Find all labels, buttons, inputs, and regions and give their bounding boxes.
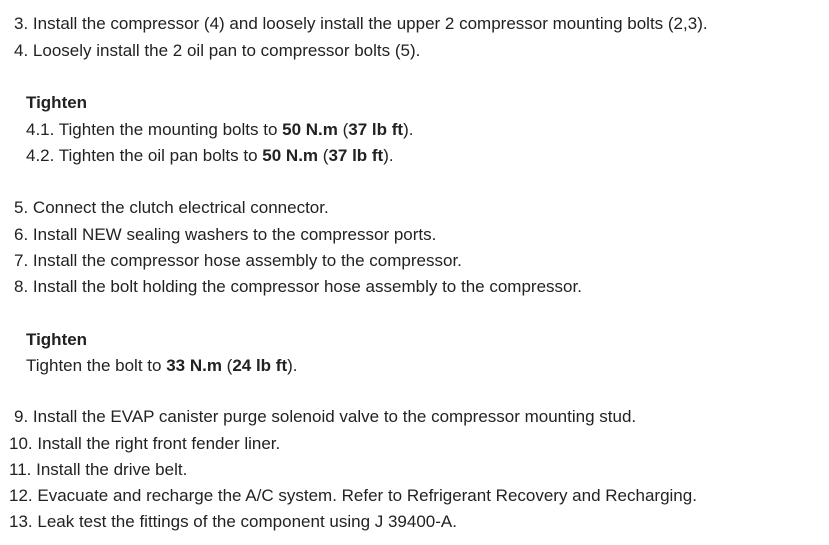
- torque-lbft: 24 lb ft: [232, 356, 288, 375]
- spec-end: ).: [383, 146, 394, 165]
- step-text: Install the drive belt.: [36, 460, 188, 479]
- tighten-heading: Tighten: [26, 330, 88, 349]
- spec-number: 4.1.: [26, 120, 55, 139]
- step-3: [14, 13, 708, 35]
- step-10: [9, 433, 280, 455]
- step-number: 3.: [14, 14, 29, 33]
- step-text: Install the compressor (4) and loosely install the upper 2 compressor mounting bolts (2,3).: [32, 14, 708, 33]
- torque-spec-4-2: [26, 145, 394, 167]
- step-12: [9, 485, 697, 507]
- torque-lbft: 37 lb ft: [348, 120, 404, 139]
- torque-nm: 50 N.m: [262, 146, 319, 165]
- step-text: Install NEW sealing washers to the compressor ports.: [32, 225, 437, 244]
- torque-lbft: 37 lb ft: [328, 146, 384, 165]
- step-number: 12.: [9, 486, 33, 505]
- step-7: [14, 250, 462, 272]
- step-8: [14, 276, 582, 298]
- step-number: 5.: [14, 198, 29, 217]
- step-13: [9, 511, 457, 533]
- step-number: 13.: [9, 512, 33, 531]
- step-text: Evacuate and recharge the A/C system. Refer to Refrigerant Recovery and Recharging.: [37, 486, 697, 505]
- spec-text: Tighten the oil pan bolts to: [58, 146, 263, 165]
- step-number: 10.: [9, 434, 33, 453]
- spec-end: ).: [403, 120, 414, 139]
- spec-text: Tighten the mounting bolts to: [58, 120, 283, 139]
- step-text: Loosely install the 2 oil pan to compressor bolts (5).: [32, 41, 421, 60]
- step-text: Install the compressor hose assembly to the compressor.: [32, 251, 462, 270]
- spec-paren-open: (: [221, 356, 233, 375]
- step-text: Install the EVAP canister purge solenoid valve to the compressor mounting stud.: [32, 407, 637, 426]
- step-6: [14, 224, 436, 246]
- torque-nm: 50 N.m: [282, 120, 338, 139]
- tighten-heading: Tighten: [26, 93, 88, 112]
- step-11: [9, 459, 187, 481]
- step-number: 8.: [14, 277, 29, 296]
- step-number: 7.: [14, 251, 29, 270]
- torque-spec-4-1: [26, 119, 413, 141]
- step-number: 11.: [9, 460, 32, 479]
- spec-number: 4.2.: [26, 146, 55, 165]
- step-4: [14, 40, 420, 62]
- step-text: Leak test the fittings of the component using J 39400-A.: [37, 512, 457, 531]
- step-9: [14, 406, 636, 428]
- step-number: 9.: [14, 407, 29, 426]
- step-text: Install the right front fender liner.: [37, 434, 281, 453]
- spec-paren-open: (: [318, 146, 329, 165]
- spec-paren-open: (: [337, 120, 349, 139]
- step-text: Install the bolt holding the compressor hose assembly to the compressor.: [32, 277, 582, 296]
- step-number: 4.: [14, 41, 29, 60]
- torque-spec-bolt: [26, 355, 298, 377]
- step-number: 6.: [14, 225, 29, 244]
- step-text: Connect the clutch electrical connector.: [32, 198, 329, 217]
- step-5: [14, 197, 329, 219]
- spec-text: Tighten the bolt to: [26, 356, 167, 375]
- torque-nm: 33 N.m: [166, 356, 222, 375]
- spec-end: ).: [287, 356, 298, 375]
